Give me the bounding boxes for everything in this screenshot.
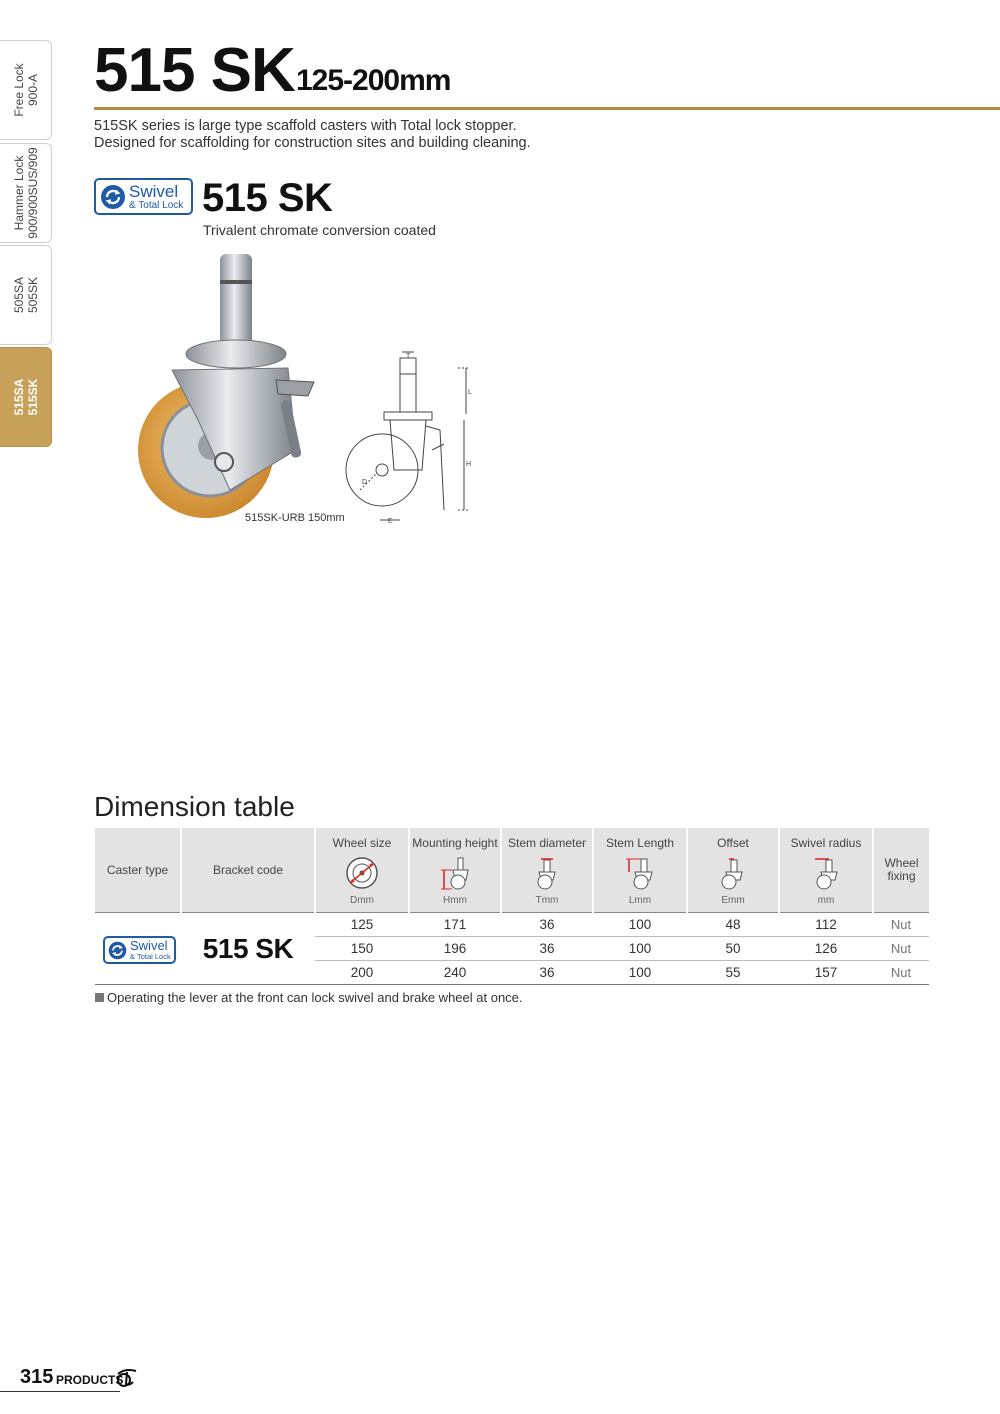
badge-label: Swivel bbox=[129, 181, 179, 201]
intro-line: Designed for scaffolding for construction sites and building cleaning. bbox=[94, 135, 531, 151]
badge-sublabel: & Total Lock bbox=[129, 199, 184, 211]
cell-wheel-fixing: Nut bbox=[873, 937, 929, 961]
cell-swivel-radius: 126 bbox=[779, 937, 873, 961]
side-tab-label: 515SA 515SK bbox=[11, 378, 40, 416]
bracket-code: 515 SK bbox=[202, 932, 294, 964]
cell-mounting-height: 196 bbox=[409, 937, 501, 961]
cell-swivel-radius: 157 bbox=[779, 961, 873, 985]
side-tab-hammer-lock[interactable] bbox=[0, 143, 52, 243]
header-stem-length: Stem Length Lmm bbox=[593, 828, 687, 913]
caster-photo bbox=[138, 250, 338, 530]
swivel-total-lock-badge bbox=[94, 178, 193, 215]
product-model: 515 SK bbox=[202, 176, 333, 220]
cell-stem-length: 100 bbox=[593, 937, 687, 961]
table-note: Operating the lever at the front can lock swivel and brake wheel at once. bbox=[95, 990, 523, 1005]
badge-sublabel: & Total Lock bbox=[130, 952, 171, 962]
dim-label-d: D bbox=[362, 479, 368, 486]
cell-offset: 48 bbox=[687, 913, 779, 937]
cell-mounting-height: 171 bbox=[409, 913, 501, 937]
dim-label-h: H bbox=[466, 461, 472, 468]
side-tab-505[interactable] bbox=[0, 245, 52, 345]
mounting-height-icon bbox=[438, 856, 472, 890]
cell-stem-diameter: 36 bbox=[501, 913, 593, 937]
side-tab-label: Hammer Lock 900/900SUS/909 bbox=[11, 147, 40, 239]
stem-diameter-icon bbox=[530, 856, 564, 890]
dimension-drawing bbox=[340, 350, 480, 530]
size-range: 125-200mm bbox=[296, 64, 451, 97]
table-row bbox=[95, 913, 929, 937]
cell-stem-diameter: 36 bbox=[501, 961, 593, 985]
rotate-arrows-icon bbox=[100, 184, 126, 210]
side-tab-label: Free Lock 900-A bbox=[11, 63, 40, 117]
product-finish: Trivalent chromate conversion coated bbox=[203, 222, 436, 238]
swivel-radius-icon bbox=[809, 856, 843, 890]
cell-mounting-height: 240 bbox=[409, 961, 501, 985]
title-divider bbox=[94, 107, 1000, 110]
stem-length-icon bbox=[623, 856, 657, 890]
cell-wheel-size: 200 bbox=[315, 961, 409, 985]
dim-label-e: E bbox=[388, 518, 393, 525]
header-caster-type: Caster type bbox=[95, 828, 181, 913]
table-title: Dimension table bbox=[94, 791, 295, 822]
intro-line: 515SK series is large type scaffold casters with Total lock stopper. bbox=[94, 118, 517, 134]
header-wheel-size: Wheel size Dmm bbox=[315, 828, 409, 913]
header-wheel-fixing: Wheel fixing bbox=[873, 828, 929, 913]
cell-wheel-fixing: Nut bbox=[873, 913, 929, 937]
header-mounting-height: Mounting height Hmm bbox=[409, 828, 501, 913]
header-offset: Offset Emm bbox=[687, 828, 779, 913]
page-number: 315 bbox=[20, 1366, 54, 1388]
swivel-total-lock-badge bbox=[103, 936, 176, 964]
cell-wheel-size: 150 bbox=[315, 937, 409, 961]
intro-text bbox=[94, 118, 531, 152]
rotate-arrows-icon bbox=[108, 941, 127, 960]
dimension-table bbox=[95, 828, 929, 985]
photo-caption: 515SK-URB 150mm bbox=[245, 512, 345, 524]
dim-label-l: L bbox=[468, 389, 472, 396]
header-bracket-code: Bracket code bbox=[181, 828, 315, 913]
footer-divider bbox=[0, 1391, 120, 1392]
offset-icon bbox=[716, 856, 750, 890]
cell-stem-length: 100 bbox=[593, 961, 687, 985]
wheel-size-icon bbox=[345, 856, 379, 890]
side-tab-515[interactable] bbox=[0, 347, 52, 447]
cell-offset: 55 bbox=[687, 961, 779, 985]
header-swivel-radius: Swivel radius mm bbox=[779, 828, 873, 913]
cell-stem-diameter: 36 bbox=[501, 937, 593, 961]
dim-label-t: T bbox=[406, 353, 411, 360]
badge-label: Swivel bbox=[130, 938, 168, 954]
cell-wheel-size: 125 bbox=[315, 913, 409, 937]
bracket-code-cell bbox=[181, 913, 315, 985]
cell-swivel-radius: 112 bbox=[779, 913, 873, 937]
side-tab-label: 505SA 505SK bbox=[11, 276, 40, 314]
table-header-row bbox=[95, 828, 929, 913]
header-stem-diameter: Stem diameter Tmm bbox=[501, 828, 593, 913]
cell-stem-length: 100 bbox=[593, 913, 687, 937]
brand-logo-icon bbox=[115, 1368, 139, 1388]
cell-offset: 50 bbox=[687, 937, 779, 961]
bullet-square-icon bbox=[95, 993, 104, 1002]
page-title: 515 SK bbox=[94, 36, 295, 105]
footer-label: PRODUCTS bbox=[56, 1373, 124, 1387]
side-tab-free-lock[interactable] bbox=[0, 40, 52, 140]
cell-wheel-fixing: Nut bbox=[873, 961, 929, 985]
